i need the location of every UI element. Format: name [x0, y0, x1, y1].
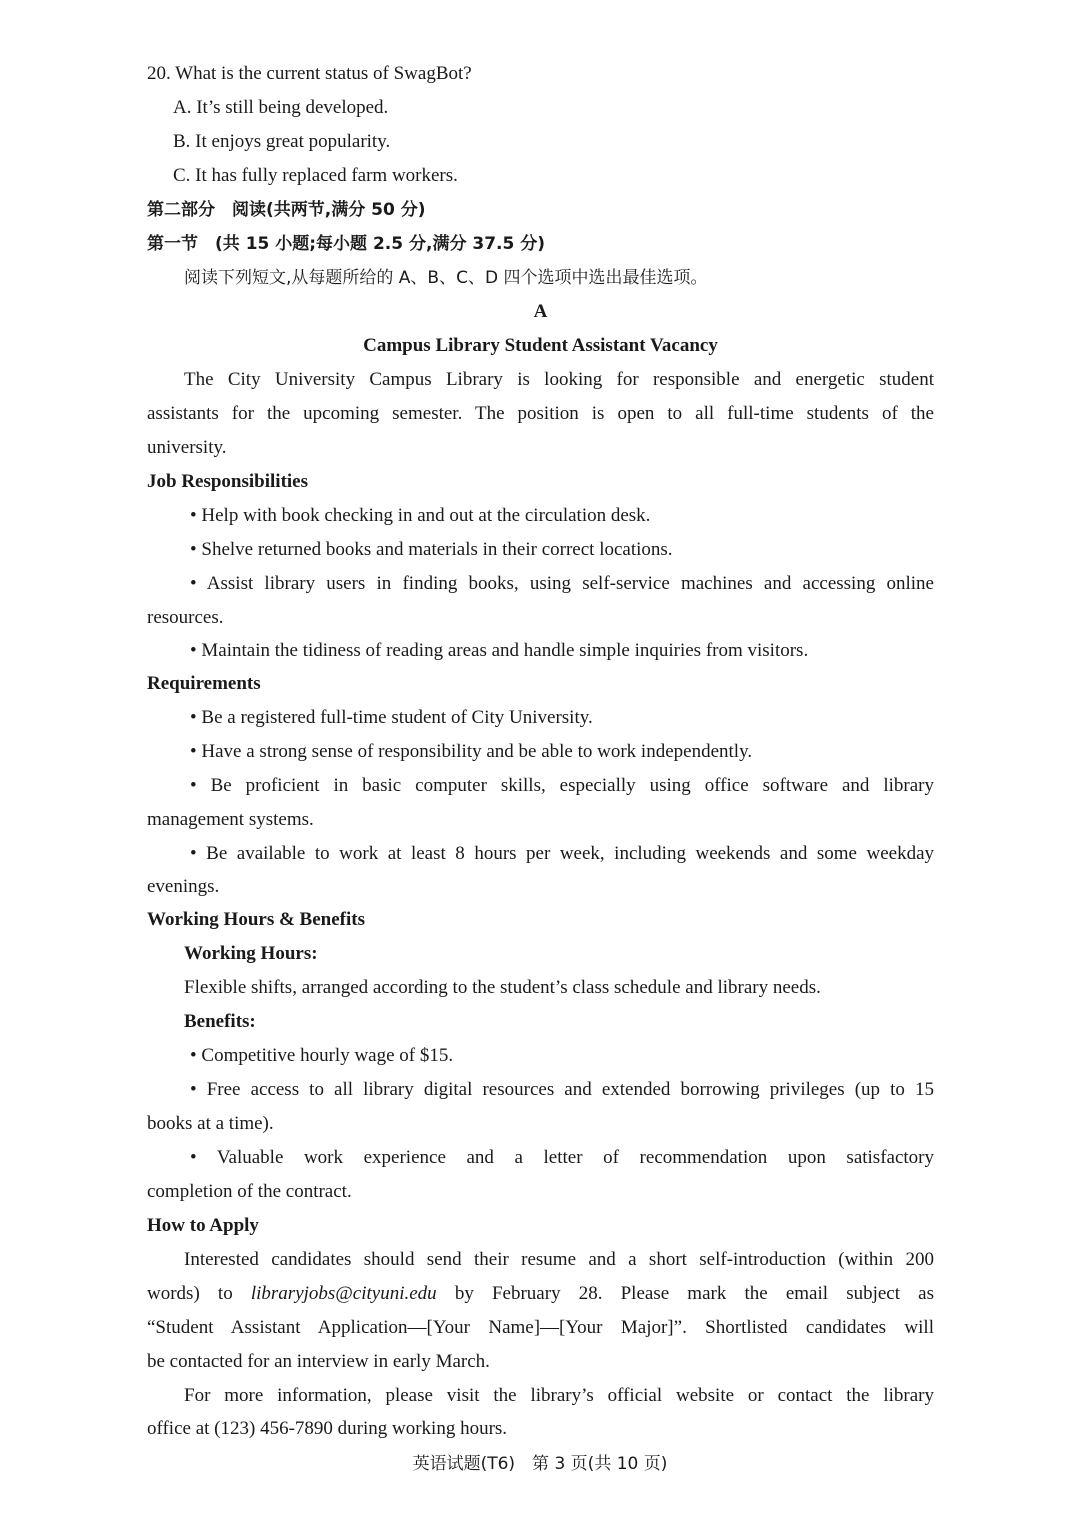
responsibility-item: • Shelve returned books and materials in their correct locations. [190, 539, 673, 560]
benefit-item-continued: completion of the contract. [147, 1181, 352, 1202]
apply-line-4: be contacted for an interview in early March. [147, 1351, 490, 1372]
working-hours-label: Working Hours: [184, 943, 318, 964]
requirement-item-continued: evenings. [147, 876, 220, 897]
apply-line-3: “Student Assistant Application—[Your Name]—[Your Major]”. Shortlisted candidates will [147, 1317, 934, 1338]
passage-letter: A [533, 301, 548, 322]
section-one-title [147, 227, 934, 261]
question-20-stem: 20. What is the current status of SwagBot? [147, 63, 472, 84]
question-20-option-c: C. It has fully replaced farm workers. [173, 165, 458, 186]
question-20-option-b: B. It enjoys great popularity. [173, 131, 391, 152]
question-20-option-a: A. It’s still being developed. [173, 97, 389, 118]
requirement-item: • Be proficient in basic computer skills, especially using office software and library [190, 775, 934, 796]
apply-line-2-start: words) to [147, 1283, 251, 1304]
requirements-heading: Requirements [147, 673, 261, 694]
passage-title: Campus Library Student Assistant Vacancy [363, 335, 718, 356]
apply-line-1: Interested candidates should send their resume and a short self-introduction (within 200 [184, 1249, 934, 1270]
responsibility-item-continued: resources. [147, 607, 224, 628]
responsibilities-heading: Job Responsibilities [147, 471, 309, 492]
section-one-label: 第一节 (共 15 小题;每小题 2.5 分,满分 37.5 分) [147, 234, 546, 254]
requirement-item: • Have a strong sense of responsibility and be able to work independently. [190, 741, 753, 762]
benefit-item: • Competitive hourly wage of $15. [190, 1045, 454, 1066]
responsibility-item: • Assist library users in finding books, using self-service machines and accessing online [190, 573, 934, 594]
benefits-label: Benefits: [184, 1011, 256, 1032]
apply-line-2-end: by February 28. Please mark the email subject as [436, 1283, 934, 1304]
working-hours-text: Flexible shifts, arranged according to the student’s class schedule and library needs. [184, 977, 821, 998]
intro-line-3: university. [147, 437, 227, 458]
page-footer: 英语试题(T6) 第 3 页(共 10 页) [412, 1454, 668, 1474]
email-address: libraryjobs@cityuni.edu [250, 1283, 437, 1304]
apply-line-2 [147, 1277, 934, 1311]
intro-line-2: assistants for the upcoming semester. The position is open to all full-time students of the [147, 403, 934, 424]
reading-instruction: 阅读下列短文,从每题所给的 A、B、C、D 四个选项中选出最佳选项。 [184, 268, 708, 288]
responsibility-item: • Maintain the tidiness of reading areas and handle simple inquiries from visitors. [190, 640, 809, 661]
more-info-line-2: office at (123) 456-7890 during working hours. [147, 1418, 508, 1439]
how-to-apply-heading: How to Apply [147, 1215, 259, 1236]
benefit-item: • Free access to all library digital resources and extended borrowing privileges (up to 15 [190, 1079, 934, 1100]
more-info-line-1: For more information, please visit the library’s official website or contact the library [184, 1385, 934, 1406]
requirement-item-continued: management systems. [147, 809, 314, 830]
part-two-title: 第二部分 阅读(共两节,满分 50 分) [147, 200, 426, 220]
benefit-item: • Valuable work experience and a letter of recommendation upon satisfactory [190, 1147, 934, 1168]
requirement-item: • Be a registered full-time student of City University. [190, 707, 593, 728]
requirement-item: • Be available to work at least 8 hours per week, including weekends and some weekday [190, 843, 934, 864]
responsibility-item: • Help with book checking in and out at the circulation desk. [190, 505, 651, 526]
benefit-item-continued: books at a time). [147, 1113, 274, 1134]
intro-line-1: The City University Campus Library is looking for responsible and energetic student [184, 369, 934, 390]
hours-benefits-heading: Working Hours & Benefits [147, 909, 365, 930]
